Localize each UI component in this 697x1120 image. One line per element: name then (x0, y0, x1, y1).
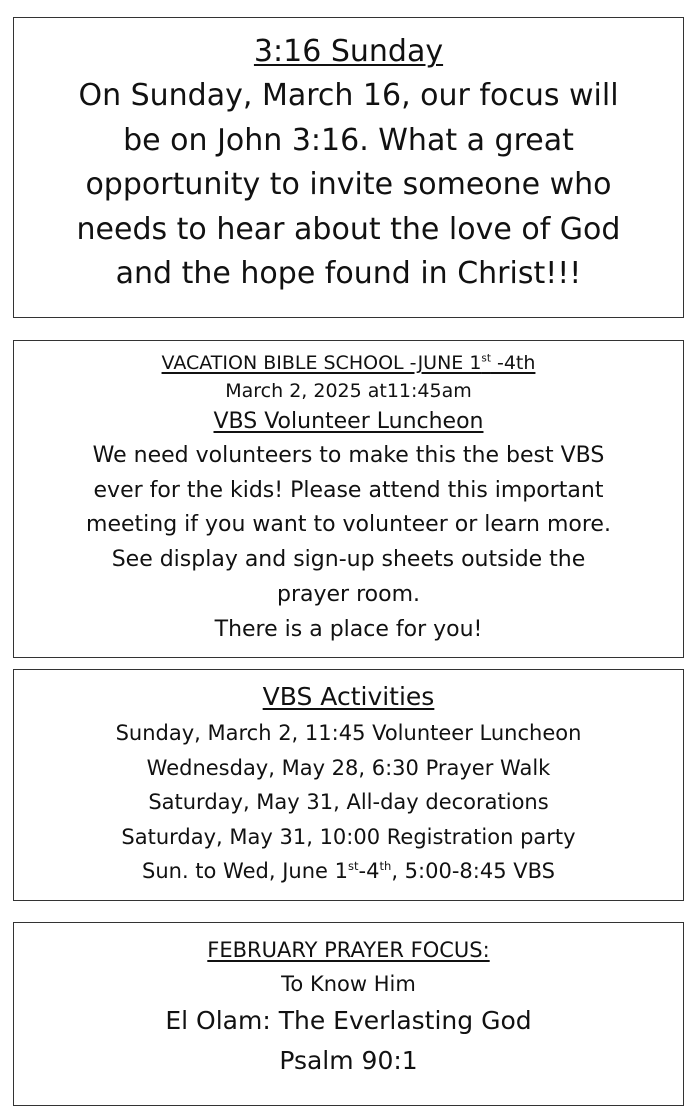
sunday-316-line: opportunity to invite someone who (85, 167, 612, 202)
vbs-box (13, 340, 684, 658)
vbs-line: meeting if you want to volunteer or learn more. (86, 512, 611, 538)
activity-part: , 5:00-8:45 VBS (391, 859, 555, 883)
activity-item: Wednesday, May 28, 6:30 Prayer Walk (146, 755, 551, 780)
activity-part: -4 (358, 859, 380, 883)
sunday-316-line: and the hope found in Christ!!! (115, 256, 582, 291)
activity-part: Sun. to Wed, June 1 (142, 859, 348, 883)
prayer-focus-line: El Olam: The Everlasting God (165, 1006, 532, 1035)
activity-item: Saturday, May 31, 10:00 Registration party (121, 824, 576, 849)
activity-item: Saturday, May 31, All-day decorations (148, 790, 549, 814)
vbs-subheading: VBS Volunteer Luncheon (213, 409, 484, 434)
vbs-heading-prefix: VACATION BIBLE SCHOOL -JUNE 1 (161, 352, 482, 374)
sunday-316-box (13, 17, 684, 318)
sunday-316-title: 3:16 Sunday (253, 34, 444, 69)
sunday-316-line: needs to hear about the love of God (76, 211, 621, 247)
sunday-316-line: be on John 3:16. What a great (123, 122, 574, 158)
vbs-date: March 2, 2025 at11:45am (225, 380, 472, 402)
vbs-line: See display and sign-up sheets outside the (111, 547, 586, 573)
vbs-heading-suffix: -4th (490, 352, 536, 374)
prayer-focus-heading: FEBRUARY PRAYER FOCUS: (207, 938, 490, 962)
activity-item: Sunday, March 2, 11:45 Volunteer Luncheon (115, 721, 582, 745)
vbs-heading (14, 349, 683, 377)
activity-sup: st (347, 859, 359, 873)
sunday-316-line: On Sunday, March 16, our focus will (78, 78, 619, 113)
prayer-focus-line: Psalm 90:1 (279, 1046, 418, 1075)
activity-sup: th (379, 859, 392, 873)
vbs-activities-box (13, 669, 684, 901)
prayer-focus-box (13, 922, 684, 1106)
vbs-activities-title: VBS Activities (262, 682, 435, 711)
prayer-focus-line: To Know Him (281, 972, 416, 996)
vbs-line: ever for the kids! Please attend this important (93, 477, 604, 503)
vbs-line: There is a place for you! (214, 616, 483, 642)
vbs-line: We need volunteers to make this the best VBS (92, 443, 605, 468)
vbs-heading-sup: st (481, 352, 491, 365)
activity-item-last (14, 854, 683, 889)
vbs-line: prayer room. (277, 581, 420, 607)
